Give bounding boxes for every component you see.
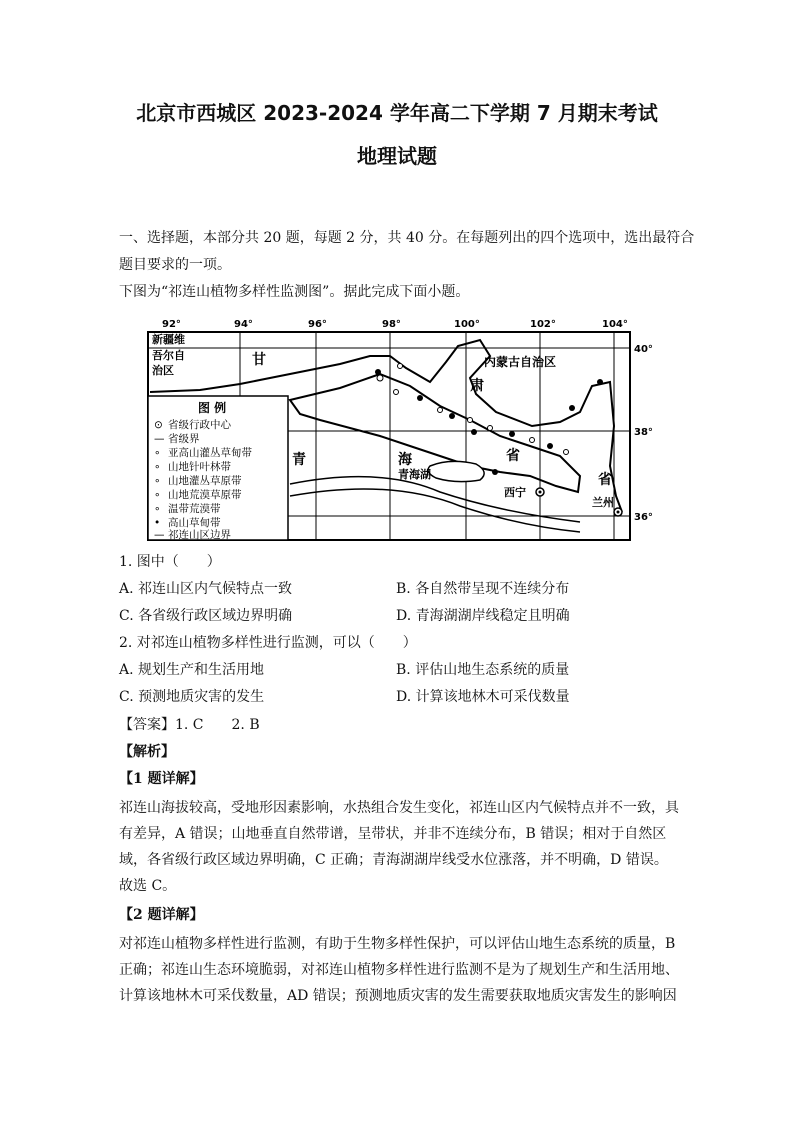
q1-option-d: D. 青海湖湖岸线稳定且明确 (396, 608, 570, 624)
label-qing: 青 (292, 452, 306, 468)
lat-label-40: 40° (634, 344, 653, 355)
legend-label: 高山草甸带 (168, 517, 221, 529)
label-lanzhou: 兰州 (592, 496, 614, 509)
legend-symbol: ∘ (154, 461, 161, 473)
answer-line: 【答案】1. C 2. B (119, 717, 260, 733)
q2-stem: 2. 对祁连山植物多样性进行监测，可以（ ） (119, 635, 417, 651)
legend-label: 山地荒漠草原带 (168, 489, 242, 501)
document-title: 北京市西城区 2023-2024 学年高二下学期 7 月期末考试 (136, 101, 658, 125)
lon-label-96: 96° (308, 319, 327, 330)
lat-label-38: 38° (634, 427, 653, 438)
q1-detail-text: 祁连山海拔较高，受地形因素影响，水热组合发生变化，祁连山区内气候特点并不一致，具有差异，A 错误；山地垂直自然带谱，呈带状，并非不连续分布，B 错误；相对于自然区域，各省级行政区域边界明确，C 正确；青海湖湖岸线受水位涨落，并不明确，D 错误。故选 C。 (119, 800, 679, 894)
legend-label: 山地针叶林带 (168, 461, 231, 473)
label-gan: 甘 (252, 352, 266, 368)
document-subtitle: 地理试题 (357, 144, 437, 168)
label-sheng-2: 省 (598, 472, 612, 488)
label-xinjiang-1: 新疆维 (152, 333, 185, 346)
q2-option-b: B. 评估山地生态系统的质量 (396, 662, 570, 678)
q2-detail-text: 对祁连山植物多样性进行监测，有助于生物多样性保护，可以评估山地生态系统的质量，B 正确；祁连山生态环境脆弱，对祁连山植物多样性进行监测不是为了规划生产和生活用地、计算该地林木可采伐数量，AD 错误；预测地质灾害的发生需要获取地质灾害发生的影响因 (119, 936, 679, 1004)
lon-label-94: 94° (234, 319, 253, 330)
label-qinghaihu: 青海湖 (398, 468, 431, 481)
intro-line-1: 一、选择题，本部分共 20 题，每题 2 分，共 40 分。在每题列出的四个选项中，选出最符合 (119, 230, 695, 246)
label-hai: 海 (398, 452, 412, 468)
analysis-label: 【解析】 (119, 744, 175, 760)
q1-option-b: B. 各自然带呈现不连续分布 (396, 581, 570, 597)
q1-detail-label: 【1 题详解】 (119, 771, 204, 787)
legend-symbol: • (154, 517, 161, 529)
q1-stem: 1. 图中（ ） (119, 554, 221, 570)
label-su: 肃 (470, 378, 484, 394)
legend-label: 温带荒漠带 (168, 503, 221, 515)
legend-symbol: — (154, 529, 165, 541)
intro-line-3: 下图为“祁连山植物多样性监测图”。据此完成下面小题。 (119, 284, 470, 300)
map-legend (148, 396, 288, 541)
lon-label-104: 104° (602, 319, 628, 330)
legend-symbol: ⊙ (154, 419, 163, 431)
legend-symbol: — (154, 433, 165, 445)
lon-label-100: 100° (454, 319, 480, 330)
q1-option-a: A. 祁连山区内气候特点一致 (119, 581, 293, 597)
label-xinjiang-3: 治区 (152, 364, 174, 377)
legend-symbol: ∘ (154, 489, 161, 501)
legend-symbol: ∘ (154, 475, 161, 487)
legend-label: 祁连山区边界 (168, 529, 231, 541)
legend-title: 图 例 (198, 401, 227, 415)
lon-label-98: 98° (382, 319, 401, 330)
legend-label: 亚高山灌丛草甸带 (168, 447, 252, 459)
legend-symbol: ∘ (154, 447, 161, 459)
q2-detail-label: 【2 题详解】 (119, 907, 204, 923)
legend-symbol: ∘ (154, 503, 161, 515)
label-xinjiang-2: 吾尔自 (152, 349, 185, 362)
q2-option-d: D. 计算该地林木可采伐数量 (396, 689, 570, 705)
lon-label-92: 92° (162, 319, 181, 330)
lon-label-102: 102° (530, 319, 556, 330)
q2-option-a: A. 规划生产和生活用地 (119, 662, 265, 678)
qinghai-lake (428, 461, 484, 481)
intro-line-2: 题目要求的一项。 (119, 257, 231, 273)
q2-option-c: C. 预测地质灾害的发生 (119, 689, 265, 705)
q1-option-c: C. 各省级行政区域边界明确 (119, 608, 293, 624)
legend-label: 山地灌丛草原带 (168, 475, 242, 487)
qilian-monitoring-map (140, 316, 660, 542)
label-sheng-1: 省 (506, 448, 520, 464)
legend-label: 省级界 (168, 433, 200, 445)
label-xining: 西宁 (504, 486, 526, 499)
legend-label: 省级行政中心 (168, 419, 231, 431)
label-neimenggu: 内蒙古自治区 (484, 355, 557, 369)
lat-label-36: 36° (634, 512, 653, 523)
